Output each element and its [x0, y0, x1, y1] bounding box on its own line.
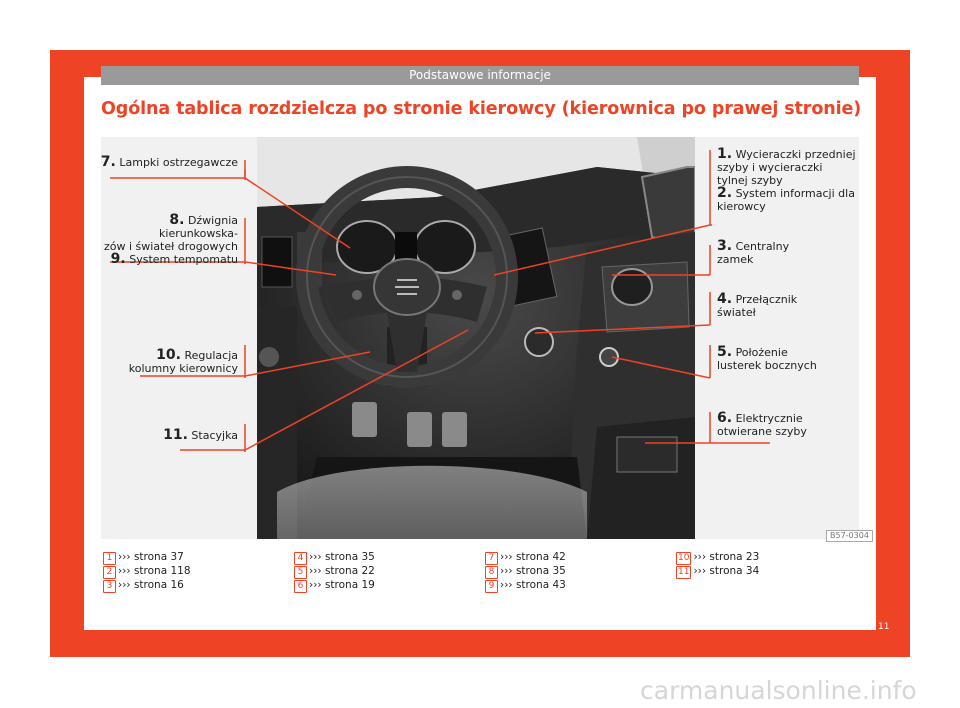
reference-text: strona 19	[324, 579, 375, 591]
page-title: Ogólna tablica rozdzielcza po stronie kierowcy (kierownica po prawej stronie)	[101, 99, 862, 119]
photo-code: B57-0304	[826, 530, 873, 542]
reference-arrow: ›››	[693, 565, 707, 577]
reference-badge: 2	[103, 566, 116, 579]
reference-badge: 7	[485, 552, 498, 565]
reference-text: strona 35	[515, 565, 566, 577]
section-header: Podstawowe informacje	[101, 66, 859, 85]
reference-badge: 6	[294, 580, 307, 593]
reference-item[interactable]	[485, 565, 566, 579]
reference-arrow: ›››	[118, 551, 131, 563]
reference-badge: 8	[485, 566, 498, 579]
reference-text: strona 35	[324, 551, 375, 563]
callout-power-windows: 6. Elektrycznie otwierane szyby	[717, 410, 807, 438]
callout-steering-column-adjust: 10. Regulacja kolumny kierownicy	[128, 347, 238, 375]
dashboard-illustration	[257, 137, 695, 539]
reference-text: strona 42	[515, 551, 566, 563]
reference-text: strona 22	[324, 565, 375, 577]
reference-text: strona 34	[709, 565, 760, 577]
reference-item[interactable]	[294, 579, 375, 593]
reference-item[interactable]	[294, 565, 375, 579]
reference-item[interactable]	[676, 551, 759, 565]
callout-light-switch: 4. Przełącznik świateł	[717, 291, 798, 319]
callout-ignition: 11. Stacyjka	[163, 427, 238, 443]
reference-item[interactable]	[103, 579, 191, 593]
reference-arrow: ›››	[500, 579, 513, 591]
reference-text: strona 23	[709, 551, 760, 563]
reference-item[interactable]	[103, 565, 191, 579]
reference-badge: 10	[678, 553, 690, 563]
callout-turn-signal-lever: 8. Dźwignia kierunkowska- zów i świateł drogowych 9. System tempomatu	[103, 212, 238, 267]
dashboard-photo	[257, 137, 695, 539]
page-number: 11	[878, 622, 890, 632]
watermark: carmanualsonline.info	[640, 676, 917, 705]
reference-arrow: ›››	[693, 551, 707, 563]
callout-central-lock: 3. Centralny zamek	[717, 238, 790, 266]
callout-wipers: 1. Wycieraczki przedniej szyby i wycieraczki tylnej szyby 2. System informacji dla kierowcy	[717, 146, 856, 213]
reference-badge: 9	[485, 580, 498, 593]
reference-arrow: ›››	[118, 579, 131, 591]
reference-item[interactable]	[294, 551, 375, 565]
callout-mirror-position: 5. Położenie lusterek bocznych	[717, 344, 817, 372]
reference-arrow: ›››	[500, 565, 513, 577]
reference-item[interactable]	[485, 579, 566, 593]
references-column-1	[103, 551, 191, 593]
callout-warning-lights: 7. Lampki ostrzegawcze	[100, 154, 238, 170]
references-column-4	[676, 551, 759, 579]
reference-arrow: ›››	[309, 565, 322, 577]
reference-text: strona 16	[133, 579, 184, 591]
reference-item[interactable]	[485, 551, 566, 565]
reference-badge: 4	[294, 552, 307, 565]
reference-arrow: ›››	[309, 551, 322, 563]
reference-arrow: ›››	[500, 551, 513, 563]
reference-arrow: ›››	[118, 565, 131, 577]
reference-badge: 3	[103, 580, 116, 593]
references-column-2	[294, 551, 375, 593]
reference-text: strona 43	[515, 579, 566, 591]
references-column-3	[485, 551, 566, 593]
reference-arrow: ›››	[309, 579, 322, 591]
reference-badge: 1	[103, 552, 116, 565]
reference-text: strona 37	[133, 551, 184, 563]
reference-badge: 11	[678, 567, 690, 577]
reference-item[interactable]	[676, 565, 759, 579]
reference-text: strona 118	[133, 565, 191, 577]
reference-item[interactable]	[103, 551, 191, 565]
reference-badge: 5	[294, 566, 307, 579]
